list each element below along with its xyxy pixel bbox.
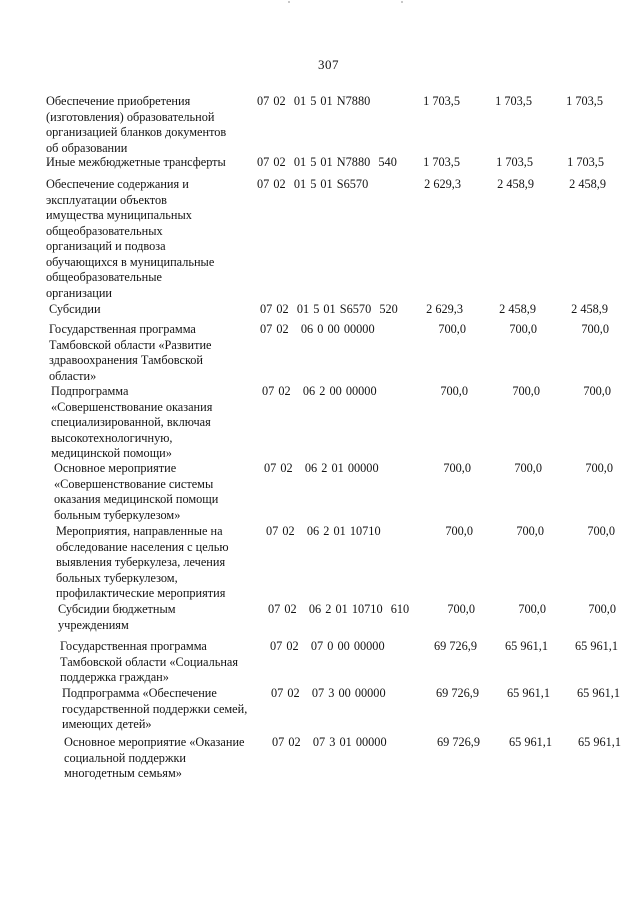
row-value-3: 1 703,5 (566, 94, 603, 108)
table-row (0, 639, 640, 684)
row-code: 07 02 01 5 01 N7880 (257, 94, 371, 108)
row-value-1: 1 703,5 (423, 155, 460, 169)
row-code: 07 02 06 2 01 10710 610 (268, 602, 410, 616)
row-value-1: 700,0 (440, 384, 468, 398)
row-value-2: 1 703,5 (495, 94, 532, 108)
row-value-3: 700,0 (583, 384, 611, 398)
row-value-2: 700,0 (518, 602, 546, 616)
row-value-3: 1 703,5 (567, 155, 604, 169)
table-row (0, 155, 640, 169)
row-code: 07 02 07 3 00 00000 (271, 686, 386, 700)
row-value-2: 65 961,1 (508, 735, 552, 749)
row-value-2: 700,0 (509, 322, 537, 336)
row-name: Основное мероприятие «Оказание социальной поддержки многодетным семьям» (64, 735, 245, 780)
row-value-3: 700,0 (581, 322, 609, 336)
row-value-2: 65 961,1 (504, 639, 548, 653)
table-row (0, 177, 640, 300)
row-name: Подпрограмма «Обеспечение государственной поддержки семей, имеющих детей» (62, 686, 248, 731)
row-value-3: 700,0 (587, 524, 615, 538)
table-row (0, 302, 640, 316)
row-value-3: 65 961,1 (577, 735, 621, 749)
row-value-2: 700,0 (516, 524, 544, 538)
row-value-1: 700,0 (443, 461, 471, 475)
row-value-1: 69 726,9 (435, 686, 479, 700)
row-name: Субсидии (49, 302, 101, 316)
row-value-2: 2 458,9 (497, 177, 534, 191)
row-value-2: 700,0 (514, 461, 542, 475)
table-row (0, 322, 640, 383)
row-code: 07 02 06 0 00 00000 (260, 322, 375, 336)
row-value-3: 700,0 (585, 461, 613, 475)
row-name: Обеспечение приобретения (изготовления) образовательной организацией бланков документов об образовании (46, 94, 227, 155)
row-name: Субсидии бюджетным учреждениям (58, 602, 176, 632)
row-value-3: 2 458,9 (569, 177, 606, 191)
row-code: 07 02 07 0 00 00000 (270, 639, 385, 653)
row-name: Подпрограмма «Совершенствование оказания специализированной, включая высокотехнологичную, медицинской помощи» (51, 384, 213, 460)
row-name: Обеспечение содержания и эксплуатации объектов имущества муниципальных общеобразовательных организаций и подвоза обучающихся в муниципальные общеобразовательные организации (46, 177, 215, 300)
row-name: Основное мероприятие «Совершенствование системы оказания медицинской помощи больным туберкулезом» (54, 461, 219, 522)
table-row (0, 94, 640, 155)
row-code: 07 02 06 2 01 10710 (266, 524, 381, 538)
row-code: 07 02 06 2 00 00000 (262, 384, 377, 398)
row-code: 07 02 06 2 01 00000 (264, 461, 379, 475)
row-name: Иные межбюджетные трансферты (46, 155, 226, 169)
row-name: Государственная программа Тамбовской области «Социальная поддержка граждан» (60, 639, 239, 684)
row-name: Государственная программа Тамбовской области «Развитие здравоохранения Тамбовской области» (49, 322, 212, 383)
row-value-1: 700,0 (438, 322, 466, 336)
table-row (0, 602, 640, 632)
scan-mark (288, 1, 290, 3)
row-value-1: 69 726,9 (433, 639, 477, 653)
row-code: 07 02 01 5 01 N7880 540 (257, 155, 397, 169)
table-row (0, 384, 640, 460)
row-value-3: 700,0 (588, 602, 616, 616)
table-row (0, 461, 640, 522)
row-name: Мероприятия, направленные на обследование населения с целью выявления туберкулеза, лечения больных туберкулезом, профилактические мероприятия (56, 524, 229, 600)
table-row (0, 686, 640, 731)
row-value-2: 700,0 (512, 384, 540, 398)
row-value-2: 2 458,9 (499, 302, 536, 316)
row-value-3: 65 961,1 (576, 686, 620, 700)
row-value-1: 700,0 (447, 602, 475, 616)
table-row (0, 524, 640, 600)
row-value-1: 700,0 (445, 524, 473, 538)
row-value-1: 69 726,9 (436, 735, 480, 749)
page-number: 307 (318, 57, 339, 72)
row-value-2: 65 961,1 (506, 686, 550, 700)
row-code: 07 02 07 3 01 00000 (272, 735, 387, 749)
row-value-1: 2 629,3 (426, 302, 463, 316)
row-value-3: 2 458,9 (571, 302, 608, 316)
row-code: 07 02 01 5 01 S6570 (257, 177, 369, 191)
table-row (0, 735, 640, 780)
scan-mark (401, 1, 403, 3)
row-value-3: 65 961,1 (574, 639, 618, 653)
row-code: 07 02 01 5 01 S6570 520 (260, 302, 398, 316)
row-value-1: 1 703,5 (423, 94, 460, 108)
row-value-2: 1 703,5 (496, 155, 533, 169)
row-value-1: 2 629,3 (424, 177, 461, 191)
